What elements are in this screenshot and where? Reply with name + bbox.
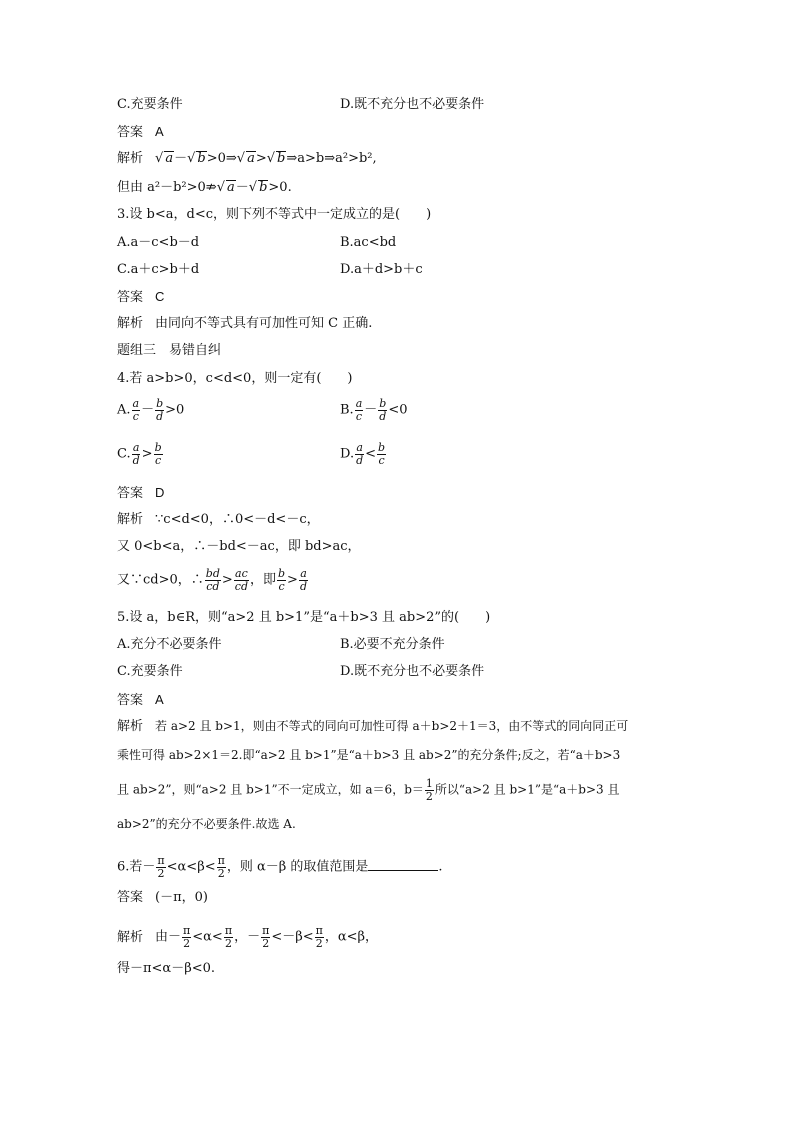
q3-option-c: C.a＋c>b＋d xyxy=(117,262,200,277)
q5-option-c: C.充要条件 xyxy=(117,664,183,679)
q4-option-a: A. $\frac{a}{c}$ － $\frac{b}{d}$ >0 xyxy=(117,397,185,423)
answer-label: 答案 xyxy=(117,890,144,905)
q4-analysis-3: 又∵cd>0，∴ $\frac{bd}{cd}$ > $\frac{ac}{cd}$ ，即 $\frac{b}{c}$ > $\frac{a}{d}$ xyxy=(117,567,307,593)
answer-value: A xyxy=(155,692,164,707)
q3-answer xyxy=(117,290,164,304)
answer-label: 答案 xyxy=(117,693,144,708)
q4-option-c: C. $\frac{a}{d}$ > $\frac{b}{c}$ xyxy=(117,441,162,467)
q4-answer xyxy=(117,486,164,500)
q5-option-a: A.充分不必要条件 xyxy=(117,637,222,652)
answer-label: 答案 xyxy=(117,290,144,305)
q4-option-b: B. $\frac{a}{c}$ － $\frac{b}{d}$ <0 xyxy=(340,397,408,423)
q3-option-a: A.a－c<b－d xyxy=(117,235,200,250)
q5-analysis-3: 且 ab>2”，则“a>2 且 b>1”不一定成立，如 a＝6，b＝ $\frac{1}{2}$ 所以“a>2 且 b>1”是“a＋b>3 且 xyxy=(117,777,620,803)
q5-analysis-2: 乘性可得 ab>2×1＝2.即“a>2 且 b>1”是“a＋b>3 且 ab>2”的充分条件;反之，若“a＋b>3 xyxy=(117,748,621,762)
q4-option-d: D. $\frac{a}{d}$ < $\frac{b}{c}$ xyxy=(340,441,386,467)
answer-value: C xyxy=(155,289,165,304)
q5-analysis-4: ab>2”的充分不必要条件.故选 A. xyxy=(117,817,296,831)
q3-option-d: D.a＋d>b＋c xyxy=(340,262,423,277)
q5-stem: 5.设 a，b∈R，则“a>2 且 b>1”是“a＋b>3 且 ab>2”的( ) xyxy=(117,610,491,625)
answer-value: A xyxy=(155,124,164,139)
q3-option-b: B.ac<bd xyxy=(340,235,397,250)
q3-stem: 3.设 b<a，d<c，则下列不等式中一定成立的是( ) xyxy=(117,207,432,222)
q2-analysis: 解析 √ a－√ b>0⇒√ a>√ b⇒a>b⇒a²>b², xyxy=(117,151,377,166)
analysis-label: 解析 xyxy=(117,929,144,945)
q5-answer xyxy=(117,693,164,707)
q2-option-d: D.既不充分也不必要条件 xyxy=(340,97,485,112)
analysis-label: 解析 xyxy=(117,316,144,331)
sqrt-sign: √ xyxy=(155,151,164,166)
radicand-a: a xyxy=(165,151,174,166)
q2-answer xyxy=(117,125,164,139)
sqrt-sign: √ xyxy=(187,151,196,166)
q6-stem: 6.若－ $\frac{\pi}{2}$ <α<β< $\frac{\pi}{2}$ ，则 α－β 的取值范围是 . xyxy=(117,854,443,880)
answer-value: D xyxy=(155,485,165,500)
q6-analysis-1: 解析 由－ $\frac{\pi}{2}$ <α< $\frac{\pi}{2}$ ，－ $\frac{\pi}{2}$ <－β< $\frac{\pi}{2}$ ，α<β， xyxy=(117,924,379,950)
q6-answer xyxy=(117,891,208,904)
q5-analysis-1: 解析 若 a>2 且 b>1，则由不等式的同向可加性可得 a＋b>2＋1＝3，由不等式的同向同正可 xyxy=(117,719,629,734)
radicand-b: b xyxy=(277,151,286,166)
analysis-label: 解析 xyxy=(117,719,144,734)
q3-analysis: 解析 由同向不等式具有可加性可知 C 正确. xyxy=(117,316,373,331)
analysis-label: 解析 xyxy=(117,151,144,166)
section-title: 题组三 易错自纠 xyxy=(117,343,222,358)
radicand-a: a xyxy=(247,151,255,166)
q5-option-b: B.必要不充分条件 xyxy=(340,637,445,652)
answer-value: (－π，0) xyxy=(155,890,208,905)
analysis-label: 解析 xyxy=(117,512,144,527)
q5-option-d: D.既不充分也不必要条件 xyxy=(340,664,485,679)
sqrt-sign: √ xyxy=(236,151,246,166)
answer-label: 答案 xyxy=(117,125,144,140)
radicand-b: b xyxy=(197,151,206,166)
q2-option-c: C.充要条件 xyxy=(117,97,183,112)
sqrt-sign: √ xyxy=(266,151,276,166)
q4-analysis-1: 解析 ∵c<d<0，∴0<－d<－c， xyxy=(117,512,320,527)
q4-analysis-2: 又 0<b<a，∴－bd<－ac，即 bd>ac， xyxy=(117,539,361,554)
q2-analysis-line2: 但由 a²－b²>0⇏√ a－√ b>0. xyxy=(117,180,292,195)
answer-label: 答案 xyxy=(117,486,144,501)
answer-blank xyxy=(368,858,438,871)
q4-stem: 4.若 a>b>0，c<d<0，则一定有( ) xyxy=(117,371,353,386)
q6-analysis-2: 得－π<α－β<0. xyxy=(117,961,216,976)
